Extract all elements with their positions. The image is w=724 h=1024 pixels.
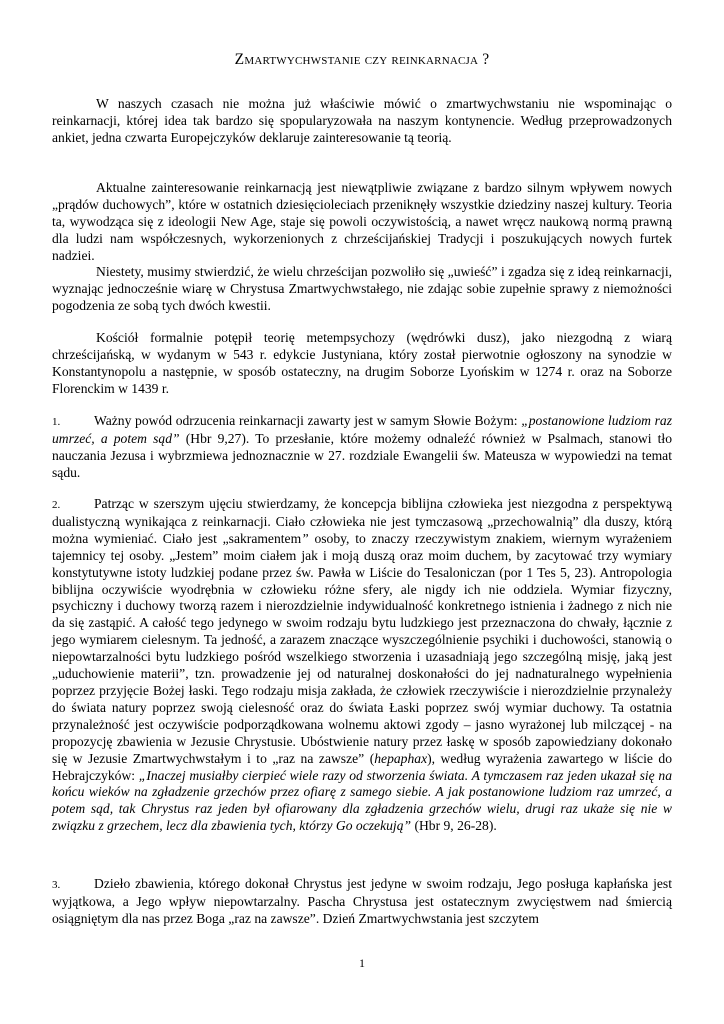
section-number: 3. (52, 879, 61, 891)
scripture-quote: „Inaczej musiałby cierpieć wiele razy od stworzenia świata. A tymczasem raz jeden ukazał się na końcu wieków na zgładzenie grzechów przez ofiarę z samego siebie. A jak postanowione ludziom raz umrzeć, a potem sąd, tak Chrystus raz jeden był ofiarowany dla zgładzenia grzechów wielu, drugi raz ukaże się nie w związku z grzechem, lecz dla zbawienia tych, którzy Go oczekują” (52, 767, 672, 834)
section-text: Ważny powód odrzucenia reinkarnacji zawarty jest w samym Słowie Bożym: (94, 413, 522, 428)
section-text: osoby, to znaczy rzeczywistym znakiem, wiernym wyrażeniem tajemnicy tej osoby. „Jestem” moim ciałem jak i moją duszą oraz moim duchem, by zacytować trzy wymiary konstytutywne istoty ludzkiej podane przez św. Pawła w Liście do Tesaloniczan (por 1 Tes 5, 23). Antropologia biblijna oczywiście wyodrębnia w człowieku różne sfery, ale nigdy ich nie oddziela. Wymiar fizyczny, psychiczny i duchowy tworzą razem i nierozdzielnie indywidualność konkretnego istnienia i żadnego z nich nie da się zastąpić. A całość tego jedynego w swoim rodzaju bytu ludzkiego jest przeznaczona do chwały, łącznie z jego wymiarem cielesnym. Ta jedność, a zarazem znaczące wyszczególnienie psychiki i duchowości, stanowią o niepowtarzalności bytu ludzkiego pośród wszelkiego stworzenia i uzasadniają jego szczególną misję, jaką jest „uduchowienie materii”, tzn. prowadzenie jej od naturalnej doskonałości do jej nadnaturalnego wypełnienia poprzez przyjęcie Bożej łaski. Tego rodzaju misja zakłada, że człowiek rzeczywiście i nierozdzielnie przynależy do świata natury poprzez swoją cielesność oraz do świata Łaski poprzez swój wymiar duchowy. Ta ostatnia przynależność jest oczywiście podporządkowana wolnemu aktowi zgody – jasno wyrażonej lub milczącej - na propozycję zbawienia w Jezusie Chrystusie. Ubóstwienie natury przez łaskę w sposób zapowiedziany dokonało się w Jezusie Zmartwychwstałym i to „raz na zawsze” ( (52, 530, 672, 766)
paragraph-intro: W naszych czasach nie można już właściwie mówić o zmartwychwstaniu nie wspominając o reinkarnacji, której idea tak bardzo się spopularyzowała na naszym kontynencie. Według przeprowadzonych ankiet, jedna czwarta Europejczyków deklaruje zainteresowanie tą teorią. (52, 96, 672, 145)
closing-quote-mark: ” (301, 530, 309, 546)
section-text: (Hbr 9, 26-28). (411, 818, 497, 834)
section-1 (52, 413, 672, 482)
paragraph-church: Kościół formalnie potępił teorię metempsychozy (wędrówki dusz), jako niezgodną z wiarą chrześcijańską, w wydanym w 543 r. edykcie Justyniana, który został pierwotnie ogłoszony na synodzie w Konstantynopolu a następnie, w sposób ostateczny, na drugim Soborze Lyońskim w 1274 r. oraz na Soborze Florenckim w 1439 r. (52, 330, 672, 396)
scripture-quote: „postanowione ludziom raz umrzeć, a potem sąd” (52, 413, 672, 446)
section-text: ), według wyrażenia zawartego w liście do Hebrajczyków: (52, 750, 673, 783)
section-2 (52, 496, 672, 835)
page-title: Zmartwychwstanie czy reinkarnacja ? (234, 51, 490, 68)
greek-term: hepaphax (374, 750, 428, 766)
section-text: Dzieło zbawienia, którego dokonał Chrystus jest jedyne w swoim rodzaju, Jego posługa kapłańska jest wyjątkowa, a Jego wpływ niepowtarzalny. Pascha Chrystusa jest ostatecznym zwycięstwem nad śmiercią osiągniętym dla nas przez Boga „raz na zawsze”. Dzień Zmartwychwstania jest szczytem (52, 876, 672, 926)
section-text: Patrząc w szerszym ujęciu stwierdzamy, że koncepcja biblijna człowieka jest niezgodna z perspektywą dualistyczną wynikająca z reinkarnacji. Ciało człowieka nie jest tymczasową „przechowalnią” dla duszy, którą można wymieniać. Ciało jest „sakramentem (52, 496, 672, 546)
section-3 (52, 876, 672, 928)
section-number: 1. (52, 416, 61, 428)
section-number: 2. (52, 499, 61, 511)
paragraph-interest: Aktualne zainteresowanie reinkarnacją jest niewątpliwie związane z bardzo silnym wpływem nowych „prądów duchowych”, które w ostatnich dziesięcioleciach przeniknęły wszystkie dziedziny naszej kultury. Teoria ta, wywodząca się z ideologii New Age, staje się powoli oczywistością, a nawet wręcz naukową normą prawną dla ludzi nam współczesnych, wykorzenionych z chrześcijańskiej Tradycji i poszukujących nowych furtek nadziei. (52, 180, 672, 263)
section-text: (Hbr 9,27). To przesłanie, które możemy odnaleźć również w Psalmach, stanowi tło nauczania Jezusa i wybrzmiewa jednoznacznie w 27. rozdziale Ewangelii św. Mateusza w wypowiedzi na temat sądu. (52, 430, 672, 480)
paragraph-christians: Niestety, musimy stwierdzić, że wielu chrześcijan pozwoliło się „uwieść” i zgadza się z ideą reinkarnacji, wyznając jednocześnie wiarę w Chrystusa Zmartwychwstałego, nie zdając sobie zupełnie sprawy z niemożności pogodzenia ze sobą tych dwóch kwestii. (52, 264, 672, 313)
page-number: 1 (359, 956, 365, 970)
